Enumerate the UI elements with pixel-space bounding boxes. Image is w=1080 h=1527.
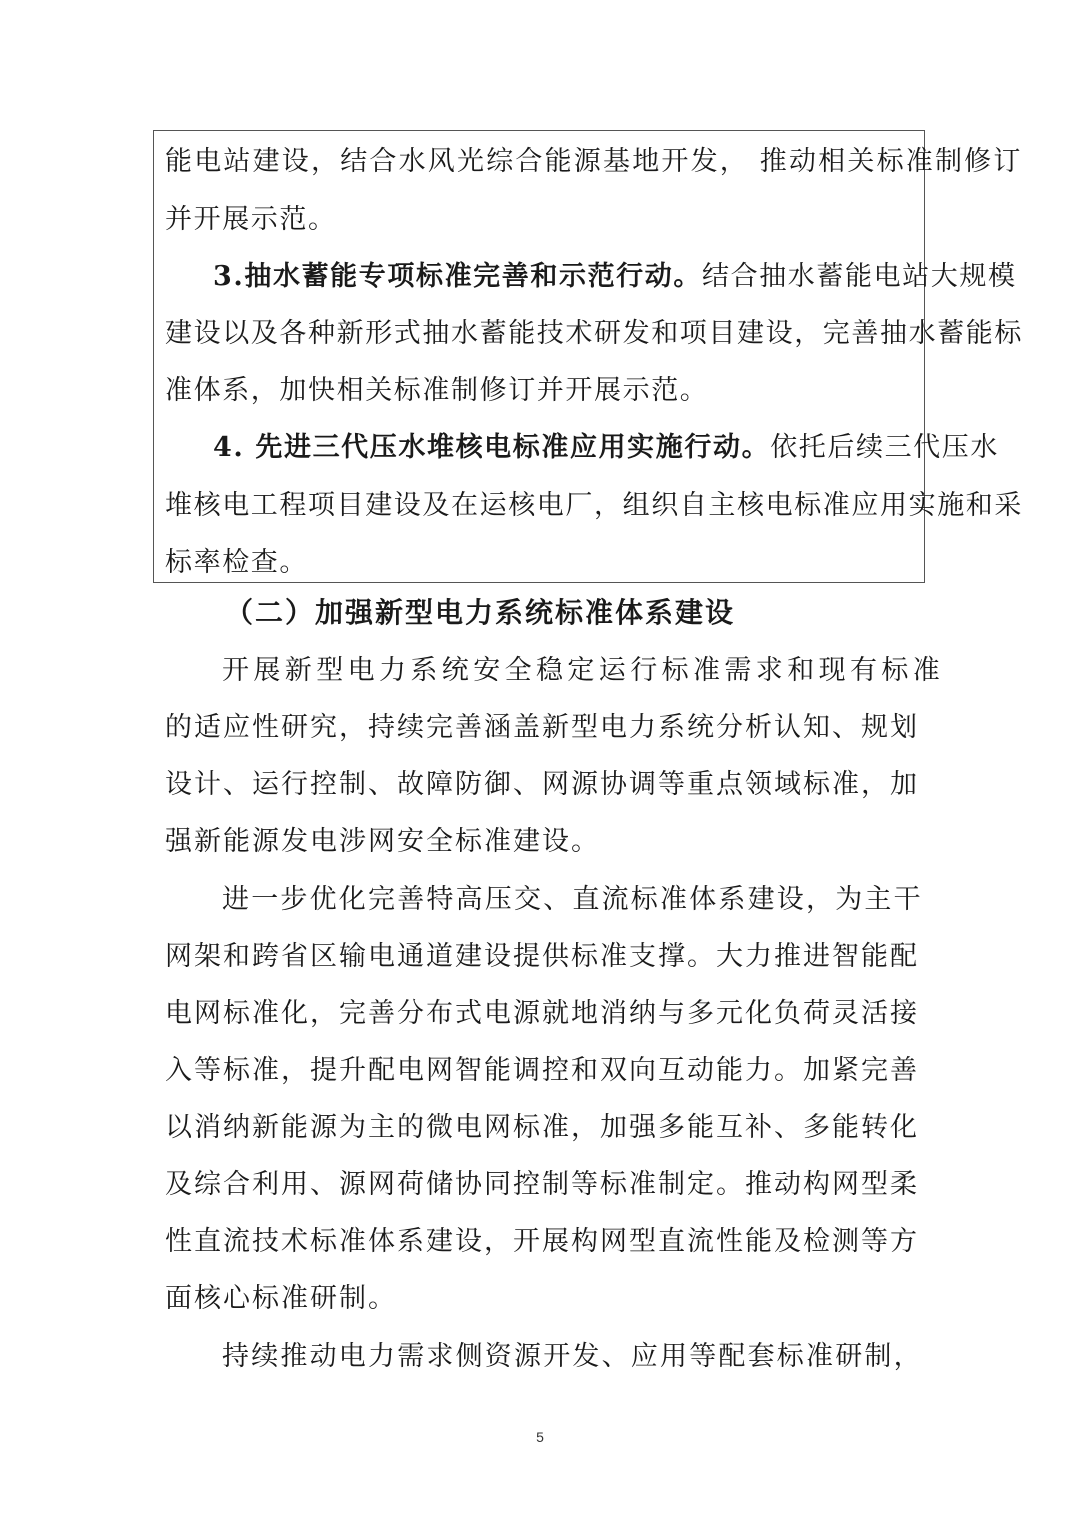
paragraph-1-line-3: 设计、运行控制、故障防御、网源协调等重点领域标准，加 bbox=[165, 769, 919, 800]
box-line-2: 并开展示范。 bbox=[165, 204, 337, 235]
paragraph-1-line-4: 强新能源发电涉网安全标准建设。 bbox=[165, 826, 600, 857]
paragraph-2-line-8: 面核心标准研制。 bbox=[165, 1283, 397, 1314]
paragraph-2-line-2: 网架和跨省区输电通道建设提供标准支撑。大力推进智能配 bbox=[165, 941, 919, 972]
box-line-1: 能电站建设，结合水风光综合能源基地开发， 推动相关标准制修订 bbox=[165, 146, 1023, 177]
paragraph-3-line-1: 持续推动电力需求侧资源开发、应用等配套标准研制， bbox=[222, 1341, 923, 1372]
page-number: 5 bbox=[536, 1429, 544, 1445]
item-4-title: 4. 先进三代压水堆核电标准应用实施行动。 bbox=[213, 432, 771, 463]
item-3-first-line bbox=[213, 260, 1017, 294]
item-3-text: 结合抽水蓄能电站大规模 bbox=[702, 261, 1017, 292]
paragraph-2-line-1: 进一步优化完善特高压交、直流标准体系建设，为主干 bbox=[222, 884, 923, 915]
item-3-line-2: 建设以及各种新形式抽水蓄能技术研发和项目建设，完善抽水蓄能标 bbox=[165, 318, 1023, 349]
paragraph-1-line-1: 开展新型电力系统安全稳定运行标准需求和现有标准 bbox=[222, 655, 945, 686]
item-4-first-line bbox=[213, 431, 999, 465]
item-3-line-3: 准体系，加快相关标准制修订并开展示范。 bbox=[165, 375, 709, 406]
paragraph-2-line-7: 性直流技术标准体系建设，开展构网型直流性能及检测等方 bbox=[165, 1226, 919, 1257]
paragraph-2-line-5: 以消纳新能源为主的微电网标准，加强多能互补、多能转化 bbox=[165, 1112, 919, 1143]
item-4-line-3: 标率检查。 bbox=[165, 547, 308, 578]
paragraph-2-line-4: 入等标准，提升配电网智能调控和双向互动能力。加紧完善 bbox=[165, 1055, 919, 1086]
paragraph-2-line-6: 及综合利用、源网荷储协同控制等标准制定。推动构网型柔 bbox=[165, 1169, 919, 1200]
paragraph-1-line-2: 的适应性研究，持续完善涵盖新型电力系统分析认知、规划 bbox=[165, 712, 919, 743]
paragraph-2-line-3: 电网标准化，完善分布式电源就地消纳与多元化负荷灵活接 bbox=[165, 998, 919, 1029]
item-3-title: 3.抽水蓄能专项标准完善和示范行动。 bbox=[213, 261, 702, 292]
section-heading: （二）加强新型电力系统标准体系建设 bbox=[225, 596, 736, 629]
item-4-text: 依托后续三代压水 bbox=[770, 432, 999, 463]
item-4-line-2: 堆核电工程项目建设及在运核电厂，组织自主核电标准应用实施和采 bbox=[165, 490, 1023, 521]
